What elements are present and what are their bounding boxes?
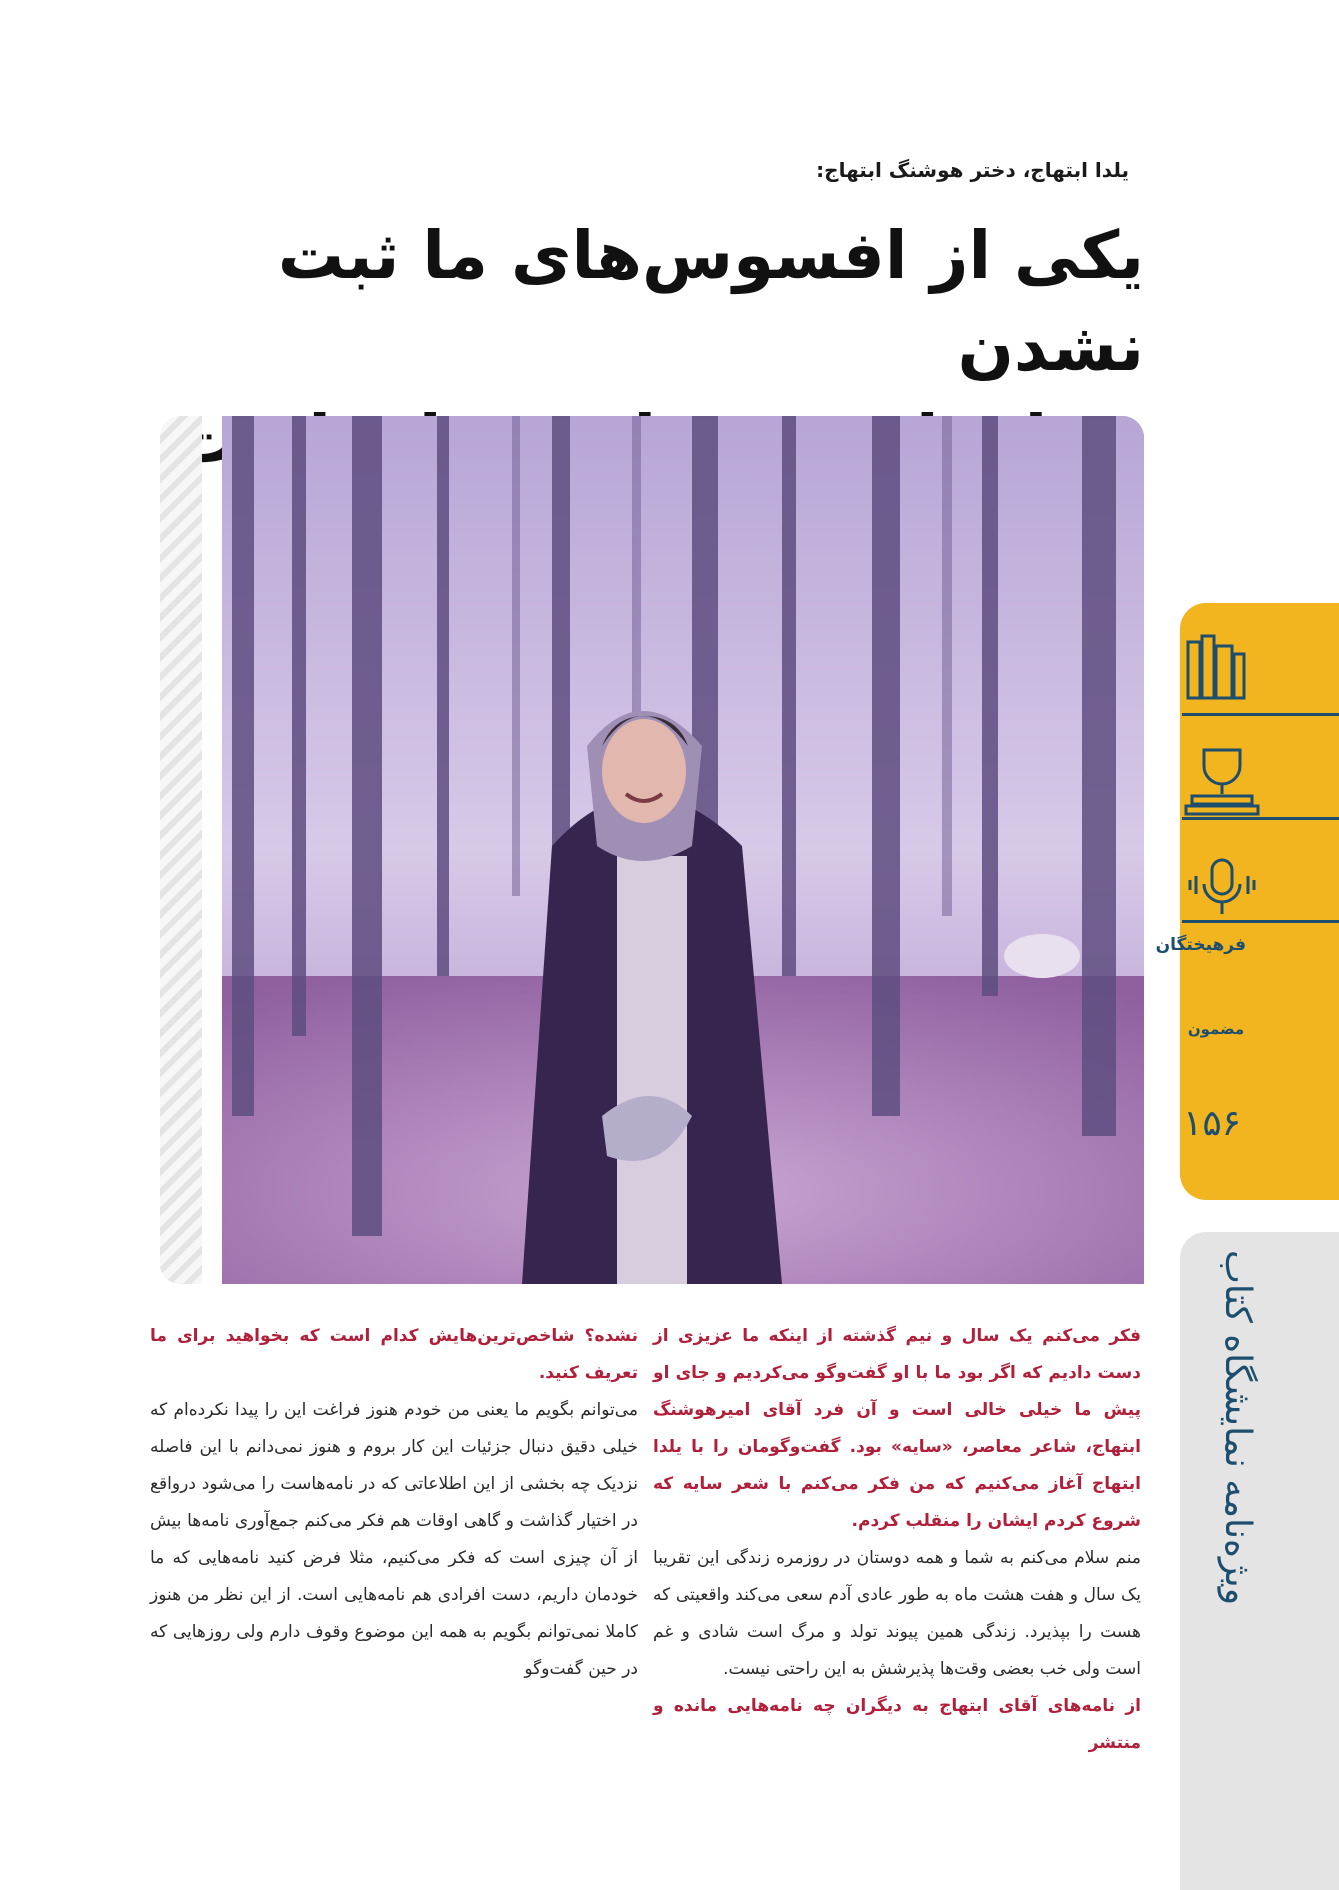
publication-logo: فرهیختگان [1155, 935, 1246, 955]
intro-paragraph: فکر می‌کنم یک سال و نیم گذشته از اینکه ما عزیزی از دست دادیم که اگر بود ما با او گفت‌وگو می‌کردیم و جای او پیش ما خیلی خالی است و آن فرد آقای امیرهوشنگ ابتهاج، شاعر معاصر، «سایه» بود. گفت‌وگومان را با یلدا ابتهاج آغاز می‌کنیم که من فکر می‌کنم با شعر سایه که شروع کردم ایشان را منقلب کردم. [653, 1326, 1141, 1531]
side-rule [1182, 920, 1339, 923]
question-continued: نشده؟ شاخص‌ترین‌هایش کدام است که بخواهید برای ما تعریف کنید. [150, 1326, 638, 1383]
side-rule [1182, 817, 1339, 820]
page-number: ۱۵۶ [1183, 1103, 1242, 1144]
section-label: مضمون [1187, 1020, 1245, 1038]
answer-paragraph: می‌توانم بگویم ما یعنی من خودم هنوز فراغت این را پیدا نکرده‌ام که خیلی دقیق دنبال جزئیات این کار بروم و هنوز نمی‌دانم با این فاصله نزدیک چه بخشی از این اطلاعاتی که در نامه‌هاست را می‌شود درواقع در اختیار گذاشت و گاهی اوقات هم فکر می‌کنم جمع‌آوری نامه‌ها بیش از آن چیزی است که فکر می‌کنیم، مثلا فرض کنید نامه‌هایی که ما خودمان داریم، دست افرادی هم نامه‌هایی است. از این نظر من هنوز کاملا نمی‌توانم بگویم به همه این موضوع وقوف دارم ولی روزهایی که در حین گفت‌وگو [150, 1400, 638, 1679]
photo-illustration [222, 416, 1144, 1284]
decorative-stripe [160, 416, 202, 1284]
trophy-icon [1182, 740, 1262, 820]
article-kicker: یلدا ابتهاج، دختر هوشنگ ابتهاج: [816, 158, 1129, 182]
issue-title: ویژه‌نامه نمایشگاه کتاب [1217, 1250, 1258, 1606]
question-paragraph: از نامه‌های آقای ابتهاج به دیگران چه نامه‌هایی مانده و منتشر [653, 1696, 1141, 1753]
body-column-right [653, 1318, 1141, 1762]
answer-paragraph: منم سلام می‌کنم به شما و همه دوستان در روزمره زندگی این تقریبا یک سال و هفت هشت ماه به طور عادی آدم سعی می‌کند واقعیتی که هست را بپذیرد. زندگی همین پیوند تولد و مرگ است شادی و غم است ولی خب بعضی وقت‌ها پذیرشش به این راحتی نیست. [653, 1548, 1141, 1679]
headline-line-1: یکی از افسوس‌های ما ثبت نشدن [277, 217, 1144, 386]
books-icon [1182, 632, 1262, 712]
article-photo [222, 416, 1144, 1284]
body-column-left [150, 1318, 638, 1688]
side-rule [1182, 713, 1339, 716]
